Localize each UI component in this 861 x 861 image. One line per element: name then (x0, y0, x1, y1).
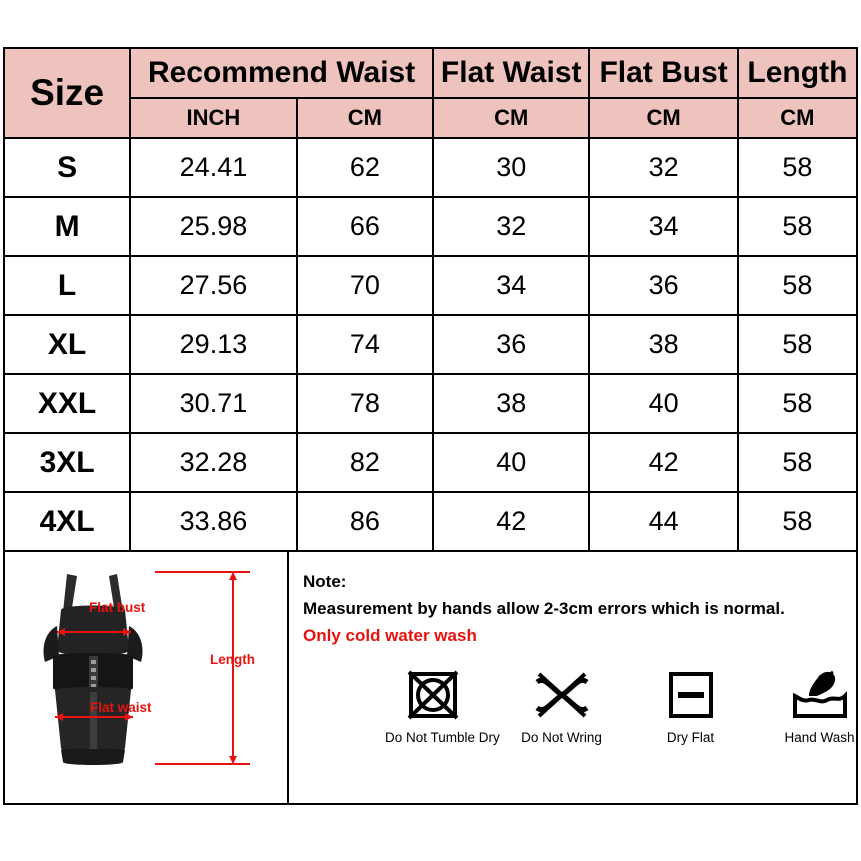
cell-waist-inch: 32.28 (130, 433, 297, 492)
note-measurement-line: Measurement by hands allow 2-3cm errors which is normal. (303, 599, 785, 618)
cell-size: L (4, 256, 130, 315)
care-item-do-not-tumble-dry (385, 662, 500, 745)
cell-waist-cm: 70 (297, 256, 433, 315)
cell-waist-inch: 33.86 (130, 492, 297, 551)
cell-flat-waist: 40 (433, 433, 589, 492)
hand-wash-icon (772, 662, 861, 728)
flat-waist-measure-label: Flat waist (90, 700, 152, 715)
flat-bust-measure-label: Flat bust (89, 600, 146, 615)
table-header-row-main (4, 48, 857, 98)
table-row (4, 315, 857, 374)
cell-waist-inch: 29.13 (130, 315, 297, 374)
unit-length-cm: CM (738, 98, 857, 138)
cell-length: 58 (738, 138, 857, 197)
length-measure-label: Length (210, 652, 255, 667)
cell-flat-bust: 40 (589, 374, 737, 433)
cell-size: M (4, 197, 130, 256)
care-label: Hand Wash (784, 730, 855, 745)
cell-size: XXL (4, 374, 130, 433)
cell-waist-inch: 24.41 (130, 138, 297, 197)
table-header-row-units (4, 98, 857, 138)
table-row (4, 492, 857, 551)
unit-flat-bust-cm: CM (589, 98, 737, 138)
cell-flat-waist: 38 (433, 374, 589, 433)
cell-waist-cm: 74 (297, 315, 433, 374)
cell-length: 58 (738, 315, 857, 374)
cell-length: 58 (738, 197, 857, 256)
cell-flat-waist: 34 (433, 256, 589, 315)
cell-waist-inch: 25.98 (130, 197, 297, 256)
table-row (4, 433, 857, 492)
table-row (4, 256, 857, 315)
cell-waist-inch: 30.71 (130, 374, 297, 433)
size-chart-table (3, 47, 858, 552)
cell-length: 58 (738, 433, 857, 492)
cell-waist-cm: 82 (297, 433, 433, 492)
note-pane (289, 552, 856, 803)
header-length: Length (738, 48, 857, 98)
cell-size: 4XL (4, 492, 130, 551)
unit-recommend-waist-cm: CM (297, 98, 433, 138)
care-item-hand-wash (772, 662, 861, 745)
care-label: Do Not Wring (521, 730, 602, 745)
cell-flat-bust: 42 (589, 433, 737, 492)
cell-flat-bust: 34 (589, 197, 737, 256)
cell-size: XL (4, 315, 130, 374)
table-row (4, 374, 857, 433)
cell-flat-bust: 38 (589, 315, 737, 374)
care-item-do-not-wring (514, 662, 609, 745)
care-label: Do Not Tumble Dry (385, 730, 500, 745)
cell-waist-inch: 27.56 (130, 256, 297, 315)
table-row (4, 197, 857, 256)
cell-waist-cm: 66 (297, 197, 433, 256)
care-item-dry-flat (643, 662, 738, 745)
header-flat-bust: Flat Bust (589, 48, 737, 98)
cell-length: 58 (738, 256, 857, 315)
garment-diagram-pane (5, 552, 289, 803)
cell-size: 3XL (4, 433, 130, 492)
cell-flat-bust: 44 (589, 492, 737, 551)
unit-flat-waist-cm: CM (433, 98, 589, 138)
waist-trainer-illustration (5, 552, 287, 801)
table-row (4, 138, 857, 197)
cell-waist-cm: 86 (297, 492, 433, 551)
note-title: Note: (303, 572, 347, 591)
header-size: Size (4, 48, 130, 138)
do-not-tumble-dry-icon (385, 662, 480, 728)
cell-length: 58 (738, 374, 857, 433)
cell-flat-waist: 32 (433, 197, 589, 256)
care-instructions-row (385, 662, 861, 745)
cell-waist-cm: 62 (297, 138, 433, 197)
cell-flat-waist: 42 (433, 492, 589, 551)
cell-flat-waist: 30 (433, 138, 589, 197)
header-recommend-waist: Recommend Waist (130, 48, 433, 98)
unit-recommend-waist-inch: INCH (130, 98, 297, 138)
cell-size: S (4, 138, 130, 197)
bottom-info-panel (3, 552, 858, 805)
dry-flat-icon (643, 662, 738, 728)
note-wash-warning: Only cold water wash (303, 626, 477, 645)
header-flat-waist: Flat Waist (433, 48, 589, 98)
cell-waist-cm: 78 (297, 374, 433, 433)
do-not-wring-icon (514, 662, 609, 728)
cell-flat-bust: 36 (589, 256, 737, 315)
cell-flat-waist: 36 (433, 315, 589, 374)
care-label: Dry Flat (666, 730, 715, 745)
cell-flat-bust: 32 (589, 138, 737, 197)
cell-length: 58 (738, 492, 857, 551)
